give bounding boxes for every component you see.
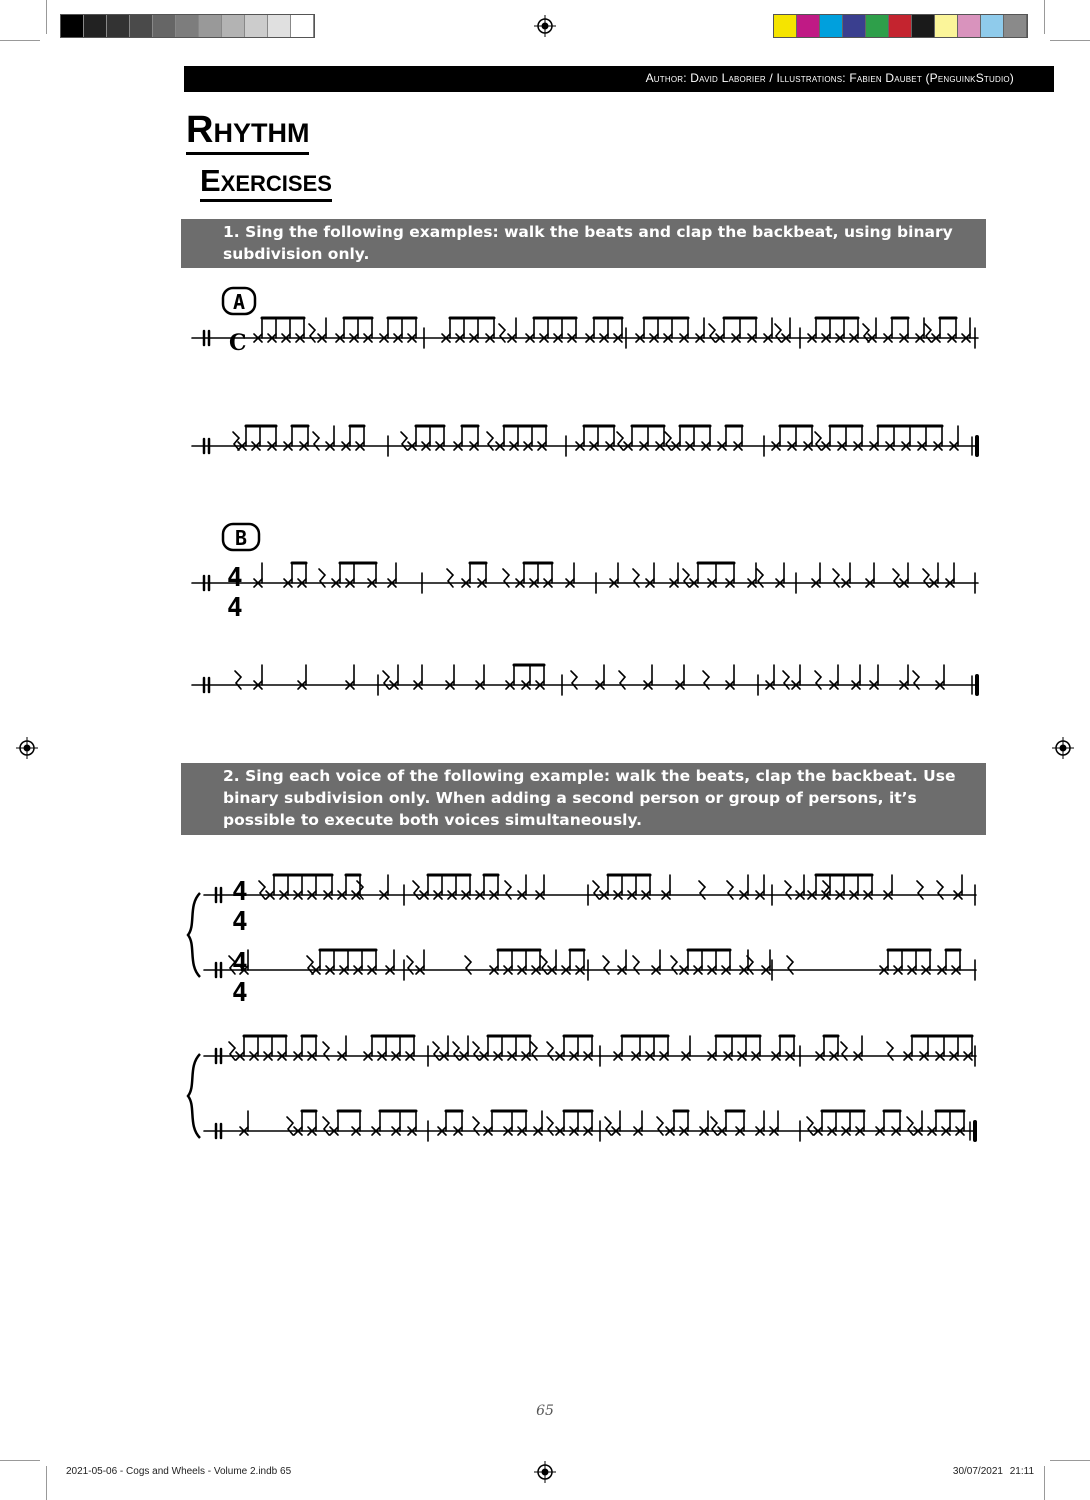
rest xyxy=(833,569,839,587)
rest xyxy=(465,956,471,974)
rest xyxy=(401,432,407,450)
rest xyxy=(757,569,763,587)
rest xyxy=(619,671,625,689)
rest xyxy=(671,956,677,974)
rest xyxy=(593,881,599,899)
rehearsal-mark-b xyxy=(223,524,259,550)
footer-filename: 2021-05-06 - Cogs and Wheels - Volume 2.indb 65 xyxy=(66,1466,292,1477)
rest xyxy=(433,1042,439,1060)
rest xyxy=(783,671,789,689)
rest xyxy=(531,1042,537,1060)
rest xyxy=(787,956,793,974)
rest xyxy=(323,1117,329,1135)
rest xyxy=(775,324,781,342)
rest xyxy=(665,432,671,450)
rest xyxy=(473,1117,479,1135)
rest xyxy=(657,1117,663,1135)
rest xyxy=(815,671,821,689)
exercise-1-instruction: 1. Sing the following examples: walk the beats and clap the backbeat, using binary subdivision only. xyxy=(181,219,986,268)
rest xyxy=(841,1042,847,1060)
page-number: 65 xyxy=(536,1403,554,1419)
rest xyxy=(235,671,241,689)
rest xyxy=(319,569,325,587)
rest xyxy=(571,671,577,689)
rest xyxy=(683,569,689,587)
rest xyxy=(703,671,709,689)
rest xyxy=(453,1042,459,1060)
time-signature: 4 xyxy=(232,907,248,937)
svg-text:A: A xyxy=(232,290,246,314)
rest xyxy=(709,324,715,342)
rehearsal-mark-a xyxy=(223,288,255,314)
rest xyxy=(383,671,389,689)
rest xyxy=(447,569,453,587)
rest xyxy=(407,956,413,974)
rest xyxy=(711,1117,717,1135)
rest xyxy=(925,324,931,342)
rest xyxy=(473,1042,479,1060)
time-signature: 4 xyxy=(232,948,248,978)
rest xyxy=(307,956,313,974)
rest xyxy=(323,1042,329,1060)
header-credits: Author: David Laborier / Illustrations: Fabien Daubet (PenguinkStudio) xyxy=(645,71,1014,85)
rest xyxy=(863,324,869,342)
rest xyxy=(541,956,547,974)
page-title: Rhythm xyxy=(186,108,309,155)
rest xyxy=(287,1117,293,1135)
rest xyxy=(887,1042,893,1060)
rest xyxy=(699,881,705,899)
rest xyxy=(547,1117,553,1135)
rest xyxy=(259,881,265,899)
rest xyxy=(233,432,239,450)
rest xyxy=(603,956,609,974)
rest xyxy=(309,324,315,342)
rest xyxy=(499,324,505,342)
rest xyxy=(487,432,493,450)
rest xyxy=(893,569,899,587)
time-signature: 4 xyxy=(227,563,243,593)
rest xyxy=(923,569,929,587)
time-signature-common: C xyxy=(229,330,247,356)
system-brace xyxy=(188,1054,200,1138)
rest xyxy=(937,881,943,899)
rest xyxy=(617,432,623,450)
time-signature: 4 xyxy=(232,877,248,907)
rest xyxy=(815,432,821,450)
rest xyxy=(907,1117,913,1135)
system-brace xyxy=(188,893,200,977)
rest xyxy=(633,569,639,587)
rest xyxy=(505,881,511,899)
footer-timestamp: 30/07/2021 21:11 xyxy=(952,1466,1034,1477)
time-signature: 4 xyxy=(232,978,248,1008)
rest xyxy=(547,1042,553,1060)
rest xyxy=(807,1117,813,1135)
rest xyxy=(313,432,319,450)
rest xyxy=(917,881,923,899)
rest xyxy=(503,569,509,587)
time-signature: 4 xyxy=(227,593,243,623)
rest xyxy=(633,956,639,974)
section-subtitle: Exercises xyxy=(200,163,332,202)
rest xyxy=(785,881,791,899)
rest xyxy=(413,881,419,899)
svg-text:B: B xyxy=(234,526,248,550)
rest xyxy=(913,671,919,689)
exercise-2-instruction: 2. Sing each voice of the following example: walk the beats, clap the backbeat. Use binary subdivision only. When adding a second person or group of persons, it’s possible to execute both voices simultaneously. xyxy=(181,763,986,835)
rest xyxy=(605,1117,611,1135)
rest xyxy=(229,1042,235,1060)
rest xyxy=(727,881,733,899)
